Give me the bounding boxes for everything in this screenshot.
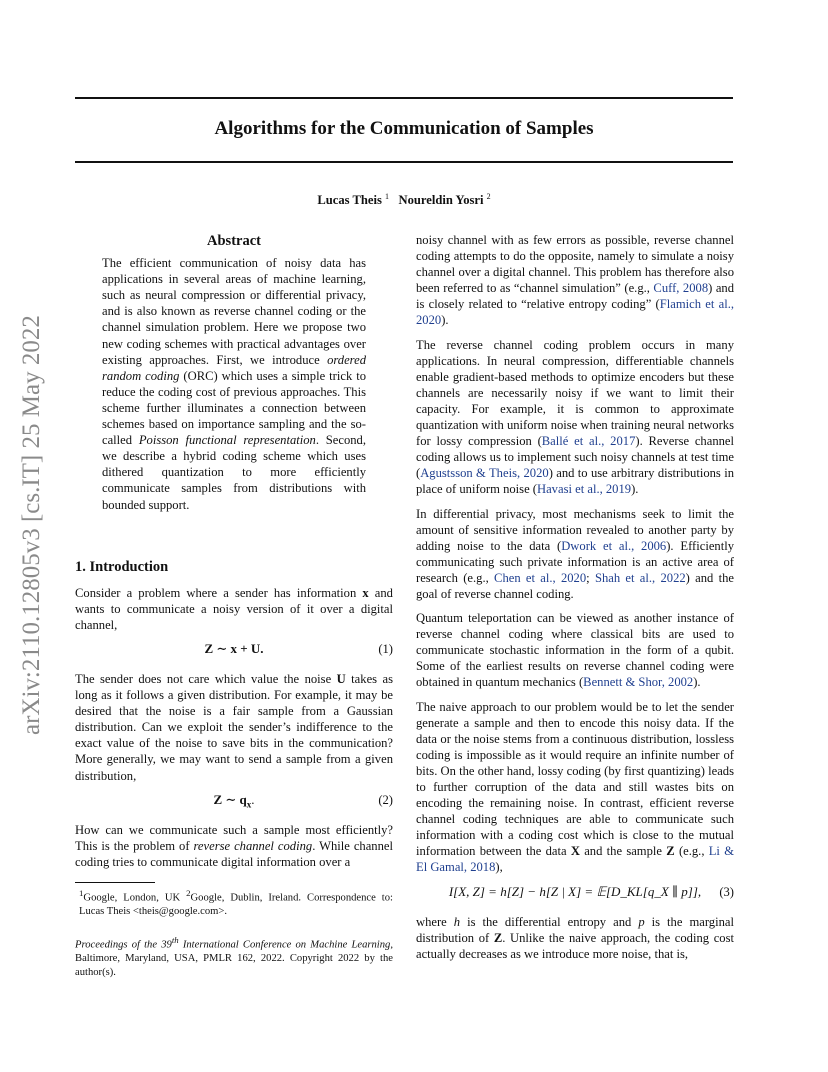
equation-2 — [75, 792, 393, 812]
right-paragraph-5: The naive approach to our problem would be to let the sender generate a sample and then to encode this noisy data. If the data or the noise stems from a continuous distribution, lossless coding is impossible as it would require an infinite number of bits. On the other hand, lossy coding (by first quantizing) leads to further corruption of the data and still wastes bits on encoding the remaining noise. In contrast, efficient reverse channel coding techniques are able to communicate such information with a coding cost which is close to the mutual information between the data X and the sample Z (e.g., Li & El Gamal, 2018), — [416, 699, 734, 875]
proceedings-note: Proceedings of the 39th International Conference on Machine Learning, Baltimore, Maryland, USA, PMLR 162, 2022. Copyright 2022 by the author(s). — [75, 935, 393, 978]
right-paragraph-2: The reverse channel coding problem occurs in many applications. In neural compression, differentiable channels enable gradient-based methods to optimize encoders but these channels are necessarily noisy if we want to limit their capacity. For example, it is common to approximate quantization with uniform noise when training neural networks for lossy compression (Ballé et al., 2017). Reverse channel coding allows us to implement such noisy channels at test time (Agustsson & Theis, 2020) and to use arbitrary distributions in place of uniform noise (Havasi et al., 2019). — [416, 337, 734, 497]
equation-3-number: (3) — [719, 884, 734, 899]
affiliation-footnote: $^1$Google, London, UK $^2$Google, Dublin, Ireland. Correspondence to: Lucas Theis <theis@google.com>. — [79, 887, 393, 917]
equation-3 — [416, 884, 734, 904]
right-column — [416, 232, 734, 970]
equation-2-number: (2) — [378, 792, 393, 807]
author-affiliation: 2 — [486, 192, 491, 201]
citation-link[interactable]: Bennett & Shor, 2002 — [583, 675, 694, 690]
author-affiliation: 1 — [385, 192, 390, 201]
right-paragraph-1: noisy channel with as few errors as possible, reverse channel coding attempts to do the opposite, namely to simulate a noisy channel over a digital channel. This problem has therefore also been referred to as “channel simulation” (e.g., Cuff, 2008) and is closely related to “relative entropy coding” (Flamich et al., 2020). — [416, 233, 734, 328]
equation-1 — [75, 641, 393, 661]
author-name: Noureldin Yosri — [398, 193, 484, 208]
citation-link[interactable]: Cuff, 2008 — [653, 281, 709, 296]
citation-link[interactable]: Dwork et al., 2006 — [561, 538, 667, 553]
equation-1-number: (1) — [378, 641, 393, 656]
equation-3-math: I[X, Z] = h[Z] − h[Z | X] = 𝔼[D_KL[q_X ∥ p]], — [448, 883, 702, 899]
citation-link[interactable]: Havasi et al., 2019 — [537, 482, 632, 497]
equation-2-math: Z ∼ $q_x$. — [213, 791, 255, 810]
right-paragraph-3: In differential privacy, most mechanisms seek to limit the amount of sensitive information revealed to another party by adding noise to the data (Dwork et al., 2006). Efficiently communicating such private information is an active area of research (e.g., Chen et al., 2020; Shah et al., 2022) and the goal of reverse channel coding. — [416, 506, 735, 601]
right-paragraph-6: where h is the differential entropy and p is the marginal distribution of Z. Unlike the naive approach, the coding cost actually decreases as we introduce more noise, that is, — [416, 914, 734, 961]
intro-paragraph-3: How can we communicate such a sample most efficiently? This is the problem of reverse channel coding. While channel coding tries to communicate digital information over a — [75, 822, 393, 869]
title-rule — [75, 161, 733, 163]
intro-paragraph-2: The sender does not care which value the noise U takes as long as it follows a given distribution. For example, it may be desired that the noise is a fair sample from a Gaussian distribution. Can we exploit the sender’s indifference to the exact value of the noise to save bits in the communication? More generally, we may want to send a sample from a given distribution, — [75, 671, 393, 783]
section-heading-introduction: 1. Introduction — [75, 558, 169, 575]
left-column — [75, 232, 393, 979]
paper-title: Algorithms for the Communication of Samples — [214, 118, 594, 139]
top-rule — [75, 97, 733, 99]
citation-link[interactable]: Ballé et al., 2017 — [541, 434, 636, 449]
citation-link[interactable]: Shah et al., 2022 — [594, 570, 686, 585]
abstract-text: The efficient communication of noisy data has applications in several areas of machine learning, such as neural compression or differential privacy, and is also known as reverse channel coding or the channel simulation problem. Here we propose two new coding schemes with practical advantages over existing approaches. First, we introduce ordered random coding (ORC) which uses a simple trick to reduce the coding cost of previous approaches. This scheme further illuminates a connection between schemes based on importance sampling and the so-called Poisson functional representation. Second, we describe a hybrid coding scheme which uses dithered quantization to more efficiently communicate samples from distributions with bounded support. — [102, 256, 366, 512]
right-paragraph-4: Quantum teleportation can be viewed as another instance of reverse channel coding where classical bits are used to communicate stochastic information in the form of a qubit. Some of the earliest results on reverse channel coding were obtained in quantum mechanics (Bennett & Shor, 2002). — [416, 611, 734, 690]
abstract-heading: Abstract — [207, 233, 261, 249]
citation-link[interactable]: Chen et al., 2020 — [494, 570, 587, 585]
footnote-rule — [75, 882, 155, 883]
citation-link[interactable]: Agustsson & Theis, 2020 — [420, 466, 549, 481]
citation-link[interactable]: Li & El Gamal, 2018 — [416, 844, 734, 875]
equation-1-math: Z ∼ x + U. — [204, 640, 264, 656]
author-list — [75, 192, 733, 208]
citation-link[interactable]: Flamich et al., 2020 — [416, 297, 734, 328]
intro-paragraph-1: Consider a problem where a sender has information x and wants to communicate a noisy version of it over a digital channel, — [75, 585, 393, 632]
arxiv-side-stamp: arXiv:2110.12805v3 [cs.IT] 25 May 2022 — [18, 315, 45, 735]
author-name: Lucas Theis — [317, 193, 382, 208]
